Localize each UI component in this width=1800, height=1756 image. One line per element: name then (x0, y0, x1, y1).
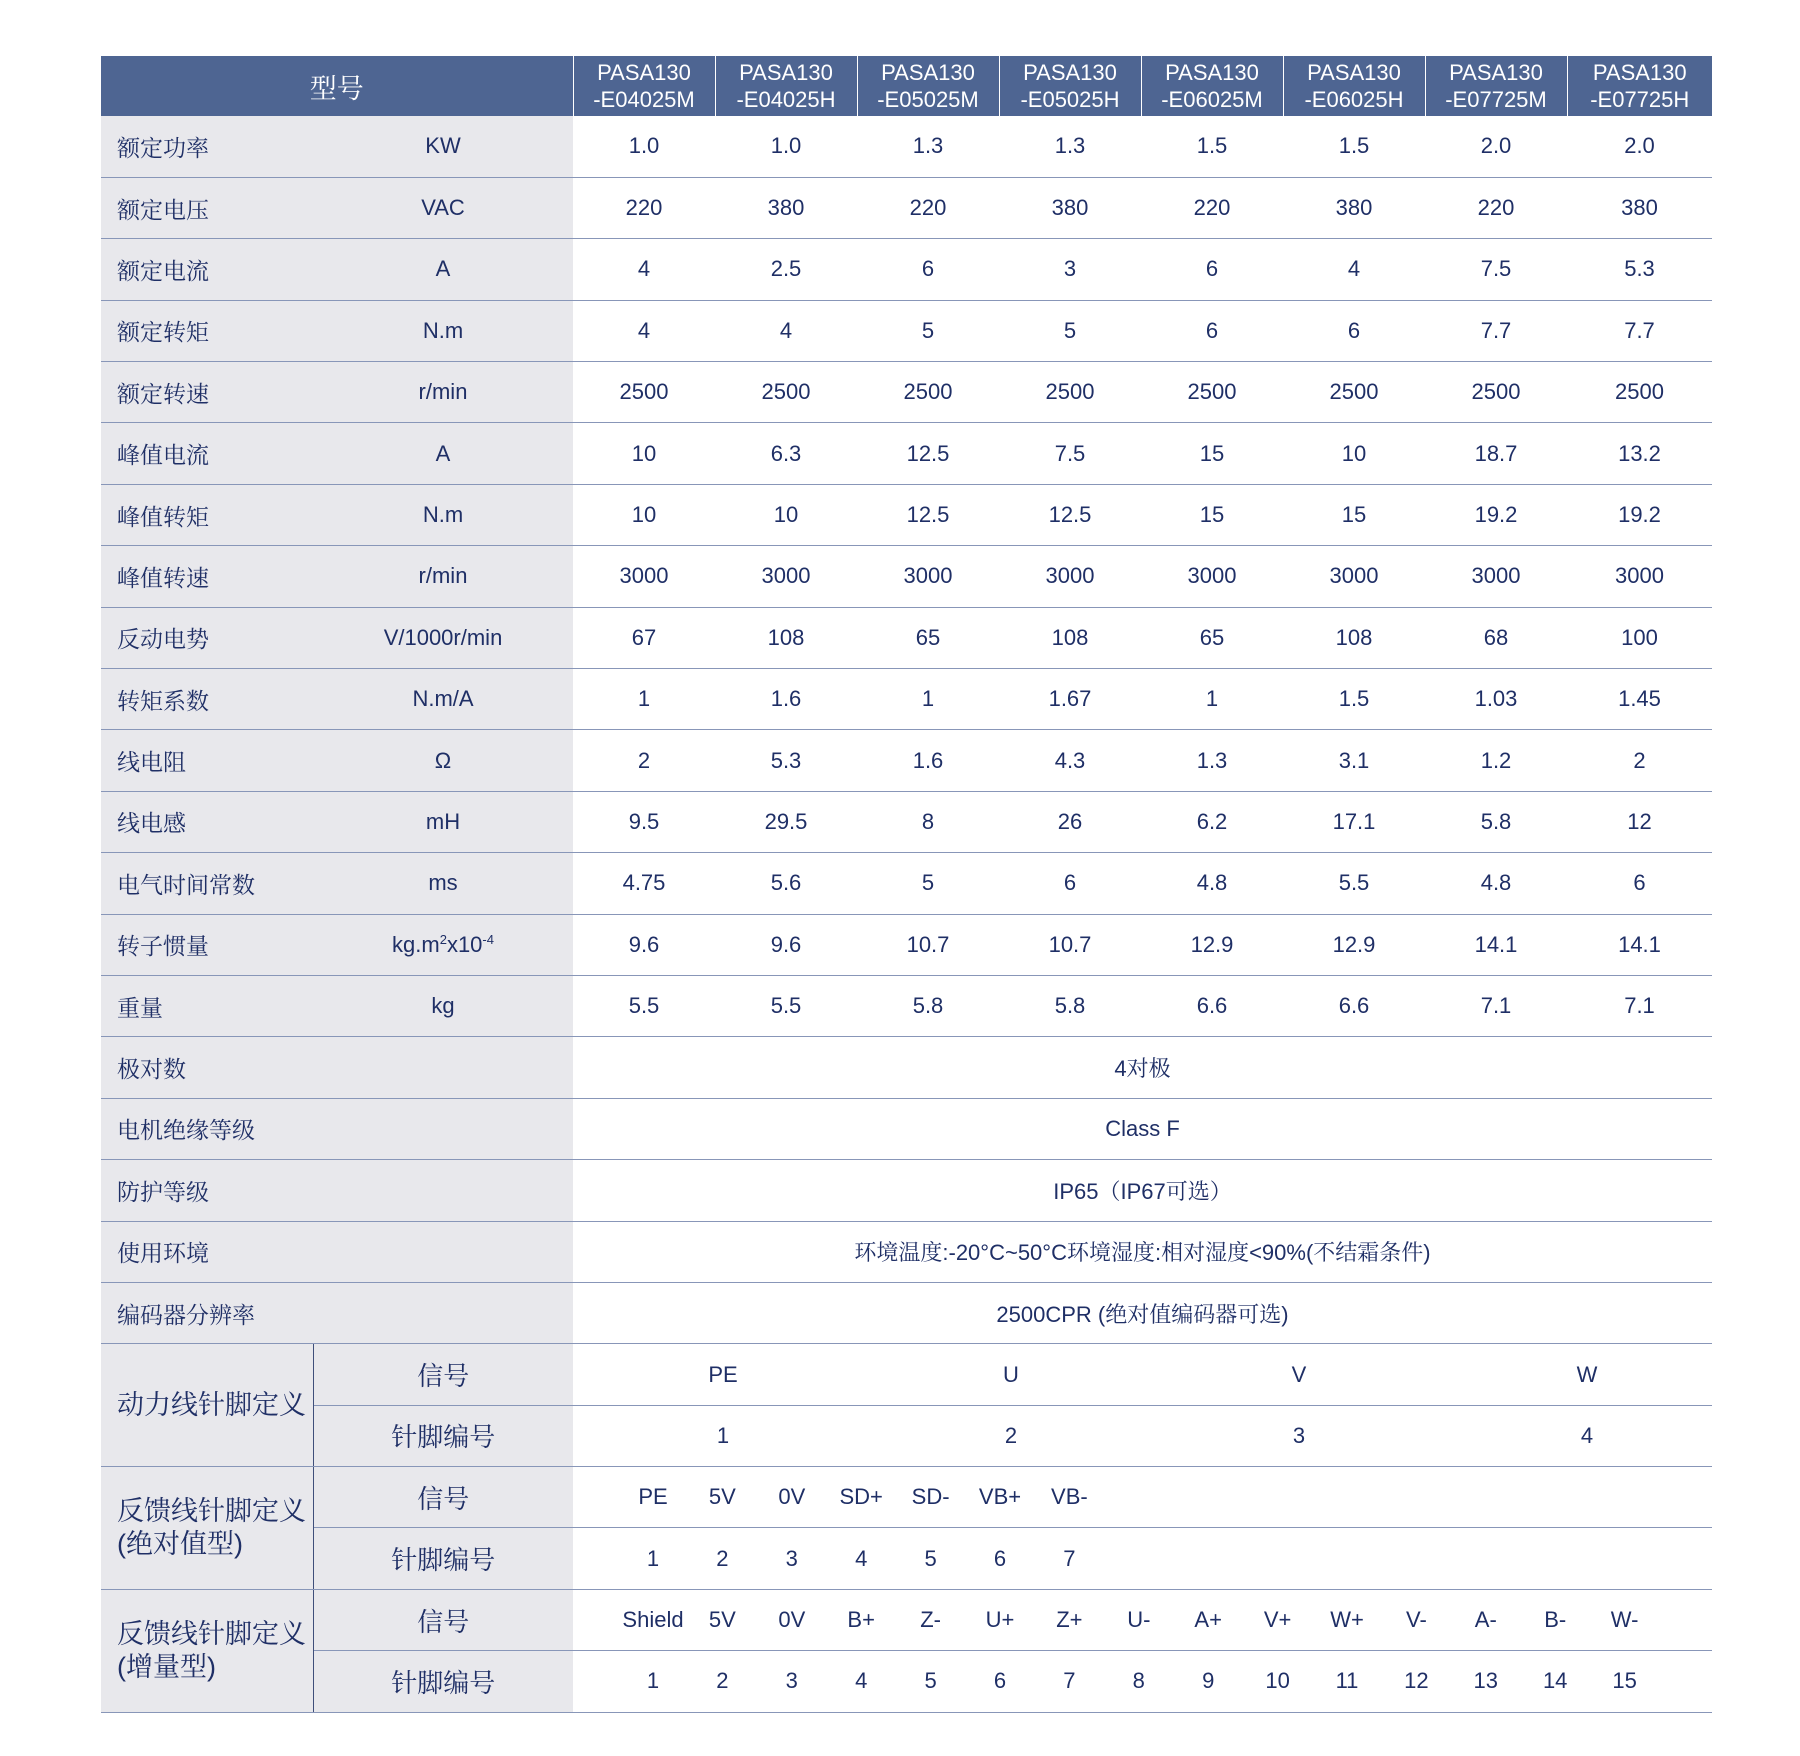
spec-label: 额定转速 (101, 362, 313, 423)
spec-value: 3000 (715, 546, 857, 607)
spec-value: 10.7 (999, 914, 1141, 975)
model-variant: -E07725M (1445, 87, 1547, 112)
spec-unit: mH (313, 791, 573, 852)
pin-signal: 0V (778, 1484, 806, 1510)
spec-label: 重量 (101, 975, 313, 1036)
spec-value: 18.7 (1425, 423, 1567, 484)
spec-value: 220 (1425, 177, 1567, 238)
spec-unit: A (313, 239, 573, 300)
spec-label: 线电阻 (101, 730, 313, 791)
spec-value: 1.2 (1425, 730, 1567, 791)
spec-unit: A (313, 423, 573, 484)
model-series: PASA130 (739, 60, 833, 85)
pin-group-label-line: (增量型) (117, 1651, 216, 1682)
spec-value: 2500 (857, 362, 999, 423)
spec-value: 12.9 (1283, 914, 1425, 975)
spec-value: 220 (857, 177, 999, 238)
pin-number: 1 (716, 1422, 730, 1448)
spec-label: 额定电压 (101, 177, 313, 238)
pin-signal: V (1291, 1361, 1307, 1387)
pin-signal-row (101, 1467, 1712, 1528)
pin-signal: SD- (911, 1484, 950, 1510)
pin-signal-label: 信号 (313, 1467, 573, 1528)
spec-value: 220 (1141, 177, 1283, 238)
model-series: PASA130 (1023, 60, 1117, 85)
pin-number: 2 (716, 1545, 729, 1571)
spec-value: 15 (1141, 423, 1283, 484)
spec-value: 6.6 (1141, 975, 1283, 1036)
spec-value: 7.1 (1567, 975, 1712, 1036)
pin-number: 2 (1004, 1422, 1018, 1448)
pin-signal: U (1003, 1361, 1019, 1387)
pin-number-label: 针脚编号 (313, 1651, 573, 1712)
pin-signal: 5V (708, 1607, 736, 1633)
spec-value: 1.3 (1141, 730, 1283, 791)
pin-number: 4 (855, 1545, 868, 1571)
spec-span-row (101, 1160, 1712, 1221)
pin-number: 8 (1132, 1668, 1145, 1694)
spec-span-row (101, 1221, 1712, 1282)
pin-group-label (101, 1467, 313, 1590)
pin-list (573, 1345, 1712, 1405)
pin-number: 13 (1473, 1668, 1499, 1694)
pin-signal: PE (638, 1484, 668, 1510)
pin-number-cell (573, 1651, 1712, 1712)
model-variant: -E04025M (593, 87, 695, 112)
spec-value: 4.8 (1425, 853, 1567, 914)
pin-signal: VB- (1051, 1484, 1088, 1510)
pin-number: 3 (1292, 1422, 1306, 1448)
spec-value: 2500 (999, 362, 1141, 423)
spec-label: 峰值转速 (101, 546, 313, 607)
pin-signal-label: 信号 (313, 1589, 573, 1650)
pin-group-label-line: 动力线针脚定义 (117, 1389, 306, 1420)
spec-unit: VAC (313, 177, 573, 238)
pin-signal: PE (708, 1361, 738, 1387)
spec-value: 380 (1567, 177, 1712, 238)
pin-number: 6 (993, 1668, 1007, 1694)
pin-number: 7 (1063, 1668, 1076, 1694)
spec-row (101, 116, 1712, 177)
spec-value: 2.5 (715, 239, 857, 300)
pin-signal: 5V (708, 1484, 736, 1510)
unit-exponent: -4 (482, 931, 494, 947)
pin-number: 3 (785, 1545, 798, 1571)
spec-value: 68 (1425, 607, 1567, 668)
spec-label: 峰值转矩 (101, 484, 313, 545)
spec-value: 3000 (573, 546, 715, 607)
spec-span-row (101, 1037, 1712, 1098)
spec-value: 108 (999, 607, 1141, 668)
model-column-header (857, 56, 999, 116)
spec-value: 10 (715, 484, 857, 545)
spec-value: 2 (1567, 730, 1712, 791)
spec-value: 7.5 (1425, 239, 1567, 300)
pin-signal-row (101, 1589, 1712, 1650)
spec-value: 6.2 (1141, 791, 1283, 852)
spec-value: 4 (573, 300, 715, 361)
model-column-header (1141, 56, 1283, 116)
spec-value: 3.1 (1283, 730, 1425, 791)
spec-value: 26 (999, 791, 1141, 852)
spec-value: 10 (573, 423, 715, 484)
spec-value: 2500 (715, 362, 857, 423)
spec-value: 1.0 (715, 116, 857, 177)
spec-value: 12 (1567, 791, 1712, 852)
spec-row (101, 791, 1712, 852)
spec-value: 5 (999, 300, 1141, 361)
spec-span-value: 2500CPR (绝对值编码器可选) (573, 1282, 1712, 1343)
spec-value: 12.9 (1141, 914, 1283, 975)
model-variant: -E04025H (736, 87, 836, 112)
spec-value: 29.5 (715, 791, 857, 852)
pin-signal: A+ (1194, 1607, 1222, 1633)
spec-value: 15 (1141, 484, 1283, 545)
spec-value: 380 (999, 177, 1141, 238)
spec-label: 线电感 (101, 791, 313, 852)
pin-signal: V- (1405, 1607, 1427, 1633)
pin-signal: W+ (1330, 1607, 1364, 1633)
spec-unit: N.m (313, 484, 573, 545)
spec-span-value: 环境温度:-20°C~50°C环境湿度:相对湿度<90%(不结霜条件) (573, 1221, 1712, 1282)
spec-label: 额定电流 (101, 239, 313, 300)
spec-unit: r/min (313, 546, 573, 607)
spec-value: 14.1 (1425, 914, 1567, 975)
spec-value: 1 (1141, 669, 1283, 730)
spec-value: 17.1 (1283, 791, 1425, 852)
spec-value: 2500 (1425, 362, 1567, 423)
spec-value: 67 (573, 607, 715, 668)
pin-number: 10 (1265, 1668, 1290, 1694)
spec-value: 4 (573, 239, 715, 300)
pin-number: 15 (1612, 1668, 1637, 1694)
spec-value: 8 (857, 791, 999, 852)
spec-value: 6 (999, 853, 1141, 914)
spec-row (101, 239, 1712, 300)
spec-value: 4.3 (999, 730, 1141, 791)
spec-value: 6.6 (1283, 975, 1425, 1036)
pin-signal: B+ (847, 1607, 875, 1633)
pin-number: 12 (1404, 1668, 1429, 1694)
spec-value: 19.2 (1425, 484, 1567, 545)
spec-unit: r/min (313, 362, 573, 423)
spec-row (101, 362, 1712, 423)
spec-unit: N.m (313, 300, 573, 361)
spec-value: 380 (715, 177, 857, 238)
spec-value: 65 (1141, 607, 1283, 668)
spec-value: 1 (573, 669, 715, 730)
spec-unit (313, 914, 573, 975)
spec-value: 5.5 (573, 975, 715, 1036)
spec-value: 5.8 (857, 975, 999, 1036)
spec-label: 使用环境 (101, 1221, 573, 1282)
spec-span-value: IP65（IP67可选） (573, 1160, 1712, 1221)
spec-unit: Ω (313, 730, 573, 791)
pin-number: 4 (1580, 1422, 1594, 1448)
pin-signal: Z- (920, 1607, 941, 1633)
spec-value: 5 (857, 853, 999, 914)
spec-value: 2.0 (1567, 116, 1712, 177)
spec-value: 5.3 (1567, 239, 1712, 300)
pin-number: 5 (924, 1545, 937, 1571)
spec-value: 15 (1283, 484, 1425, 545)
pin-number: 14 (1542, 1668, 1568, 1694)
spec-value: 14.1 (1567, 914, 1712, 975)
pin-number-cell (573, 1405, 1712, 1466)
spec-label: 峰值电流 (101, 423, 313, 484)
spec-value: 1.3 (857, 116, 999, 177)
spec-value: 6 (1283, 300, 1425, 361)
spec-value: 4.8 (1141, 853, 1283, 914)
spec-value: 4 (1283, 239, 1425, 300)
spec-value: 1.5 (1283, 669, 1425, 730)
spec-value: 1.67 (999, 669, 1141, 730)
pin-signal: VB+ (978, 1484, 1022, 1510)
pin-signal: V+ (1263, 1607, 1292, 1633)
spec-value: 1.5 (1283, 116, 1425, 177)
pin-signal-cell (573, 1467, 1712, 1528)
model-header-label: 型号 (101, 56, 573, 116)
spec-unit: KW (313, 116, 573, 177)
model-series: PASA130 (1165, 60, 1259, 85)
spec-row (101, 423, 1712, 484)
spec-value: 380 (1283, 177, 1425, 238)
pin-signal-cell (573, 1589, 1712, 1650)
pin-number: 9 (1202, 1668, 1215, 1694)
spec-value: 7.7 (1567, 300, 1712, 361)
spec-label: 电气时间常数 (101, 853, 313, 914)
model-column-header (1425, 56, 1567, 116)
spec-row (101, 975, 1712, 1036)
spec-value: 3000 (1283, 546, 1425, 607)
pin-list (573, 1651, 1712, 1711)
model-series: PASA130 (597, 60, 691, 85)
spec-row (101, 914, 1712, 975)
spec-value: 1.6 (857, 730, 999, 791)
pin-group-label (101, 1344, 313, 1467)
model-column-header (999, 56, 1141, 116)
model-column-header (715, 56, 857, 116)
spec-value: 100 (1567, 607, 1712, 668)
pin-signal: A- (1474, 1607, 1497, 1633)
spec-row (101, 669, 1712, 730)
spec-label: 电机绝缘等级 (101, 1098, 573, 1159)
model-column-header (1567, 56, 1712, 116)
pin-signal: B- (1544, 1607, 1567, 1633)
pin-group-label-line: (绝对值型) (117, 1528, 243, 1559)
spec-span-value: 4对极 (573, 1037, 1712, 1098)
spec-value: 19.2 (1567, 484, 1712, 545)
spec-value: 12.5 (999, 484, 1141, 545)
pin-number-row (101, 1651, 1712, 1712)
pin-signal: W- (1610, 1607, 1639, 1633)
spec-value: 3 (999, 239, 1141, 300)
spec-value: 10 (573, 484, 715, 545)
spec-value: 1.03 (1425, 669, 1567, 730)
spec-value: 12.5 (857, 484, 999, 545)
spec-unit: ms (313, 853, 573, 914)
pin-signal-label: 信号 (313, 1344, 573, 1405)
spec-value: 2500 (1283, 362, 1425, 423)
spec-value: 6.3 (715, 423, 857, 484)
spec-value: 3000 (999, 546, 1141, 607)
pin-signal: SD+ (839, 1484, 883, 1510)
model-variant: -E05025M (877, 87, 979, 112)
pin-number: 1 (646, 1545, 660, 1571)
spec-value: 9.6 (715, 914, 857, 975)
pin-list (573, 1529, 1712, 1589)
spec-span-value: Class F (573, 1098, 1712, 1159)
spec-value: 5.5 (715, 975, 857, 1036)
pin-signal: U+ (985, 1607, 1015, 1633)
spec-value: 9.6 (573, 914, 715, 975)
spec-row (101, 730, 1712, 791)
spec-label: 额定转矩 (101, 300, 313, 361)
spec-value: 2.0 (1425, 116, 1567, 177)
spec-span-row (101, 1282, 1712, 1343)
pin-list (573, 1467, 1712, 1527)
spec-span-row (101, 1098, 1712, 1159)
header-row (101, 56, 1712, 116)
spec-value: 108 (715, 607, 857, 668)
unit-multiplier: x10 (446, 931, 483, 957)
spec-row (101, 607, 1712, 668)
spec-value: 3000 (1567, 546, 1712, 607)
spec-row (101, 484, 1712, 545)
pin-signal-row (101, 1344, 1712, 1405)
pin-group-label-line: 反馈线针脚定义 (117, 1495, 306, 1526)
spec-unit: kg (313, 975, 573, 1036)
pin-signal: U- (1127, 1607, 1151, 1633)
pin-list (573, 1406, 1712, 1466)
spec-value: 5.5 (1283, 853, 1425, 914)
spec-value: 5.3 (715, 730, 857, 791)
model-variant: -E05025H (1020, 87, 1120, 112)
spec-value: 5.6 (715, 853, 857, 914)
pin-number-row (101, 1528, 1712, 1589)
pin-signal: Shield (622, 1607, 684, 1633)
spec-row (101, 300, 1712, 361)
spec-value: 9.5 (573, 791, 715, 852)
spec-value: 3000 (1141, 546, 1283, 607)
spec-label: 编码器分辨率 (101, 1282, 573, 1343)
spec-value: 13.2 (1567, 423, 1712, 484)
pin-number: 4 (855, 1668, 868, 1694)
spec-table (101, 56, 1712, 1713)
spec-value: 220 (573, 177, 715, 238)
spec-value: 4 (715, 300, 857, 361)
model-column-header (1283, 56, 1425, 116)
pin-number-label: 针脚编号 (313, 1405, 573, 1466)
spec-value: 10.7 (857, 914, 999, 975)
pin-number: 11 (1335, 1668, 1359, 1694)
spec-value: 6 (857, 239, 999, 300)
spec-unit: V/1000r/min (313, 607, 573, 668)
spec-value: 1.3 (999, 116, 1141, 177)
pin-number: 2 (716, 1668, 729, 1694)
pin-number-cell (573, 1528, 1712, 1589)
spec-label: 反动电势 (101, 607, 313, 668)
spec-label: 额定功率 (101, 116, 313, 177)
spec-value: 6 (1141, 300, 1283, 361)
spec-value: 7.1 (1425, 975, 1567, 1036)
pin-number-row (101, 1405, 1712, 1466)
spec-value: 6 (1567, 853, 1712, 914)
spec-value: 10 (1283, 423, 1425, 484)
model-series: PASA130 (881, 60, 975, 85)
spec-value: 3000 (857, 546, 999, 607)
spec-label: 转矩系数 (101, 669, 313, 730)
spec-value: 5.8 (1425, 791, 1567, 852)
pin-number: 6 (993, 1545, 1007, 1571)
model-series: PASA130 (1307, 60, 1401, 85)
spec-value: 5.8 (999, 975, 1141, 1036)
spec-value: 5 (857, 300, 999, 361)
pin-number-label: 针脚编号 (313, 1528, 573, 1589)
spec-value: 108 (1283, 607, 1425, 668)
spec-value: 3000 (1425, 546, 1567, 607)
pin-group-label-line: 反馈线针脚定义 (117, 1618, 306, 1649)
model-variant: -E06025M (1161, 87, 1263, 112)
pin-signal: W (1576, 1361, 1598, 1387)
spec-value: 2500 (1141, 362, 1283, 423)
spec-value: 1.5 (1141, 116, 1283, 177)
pin-signal: Z+ (1056, 1607, 1083, 1633)
unit-base: kg.m (392, 931, 440, 957)
model-series: PASA130 (1592, 60, 1687, 85)
pin-number: 5 (924, 1668, 937, 1694)
spec-value: 4.75 (573, 853, 715, 914)
spec-value: 2500 (573, 362, 715, 423)
spec-row (101, 853, 1712, 914)
spec-value: 1.0 (573, 116, 715, 177)
spec-value: 65 (857, 607, 999, 668)
pin-list (573, 1590, 1712, 1650)
unit-superscript: 2 (439, 931, 447, 947)
spec-value: 7.7 (1425, 300, 1567, 361)
spec-value: 7.5 (999, 423, 1141, 484)
pin-number: 1 (646, 1668, 660, 1694)
spec-value: 1.45 (1567, 669, 1712, 730)
model-column-header (573, 56, 715, 116)
spec-value: 2 (573, 730, 715, 791)
spec-row (101, 177, 1712, 238)
spec-value: 1 (857, 669, 999, 730)
spec-unit: N.m/A (313, 669, 573, 730)
spec-value: 6 (1141, 239, 1283, 300)
spec-label: 防护等级 (101, 1160, 573, 1221)
spec-row (101, 546, 1712, 607)
pin-number: 7 (1063, 1545, 1076, 1571)
pin-number: 3 (785, 1668, 798, 1694)
spec-label: 极对数 (101, 1037, 573, 1098)
pin-signal: 0V (778, 1607, 806, 1633)
model-variant: -E07725H (1590, 87, 1690, 112)
spec-label: 转子惯量 (101, 914, 313, 975)
model-series: PASA130 (1449, 60, 1543, 85)
pin-group-label (101, 1589, 313, 1712)
pin-signal-cell (573, 1344, 1712, 1405)
spec-value: 2500 (1567, 362, 1712, 423)
spec-value: 1.6 (715, 669, 857, 730)
spec-value: 12.5 (857, 423, 999, 484)
model-variant: -E06025H (1304, 87, 1404, 112)
